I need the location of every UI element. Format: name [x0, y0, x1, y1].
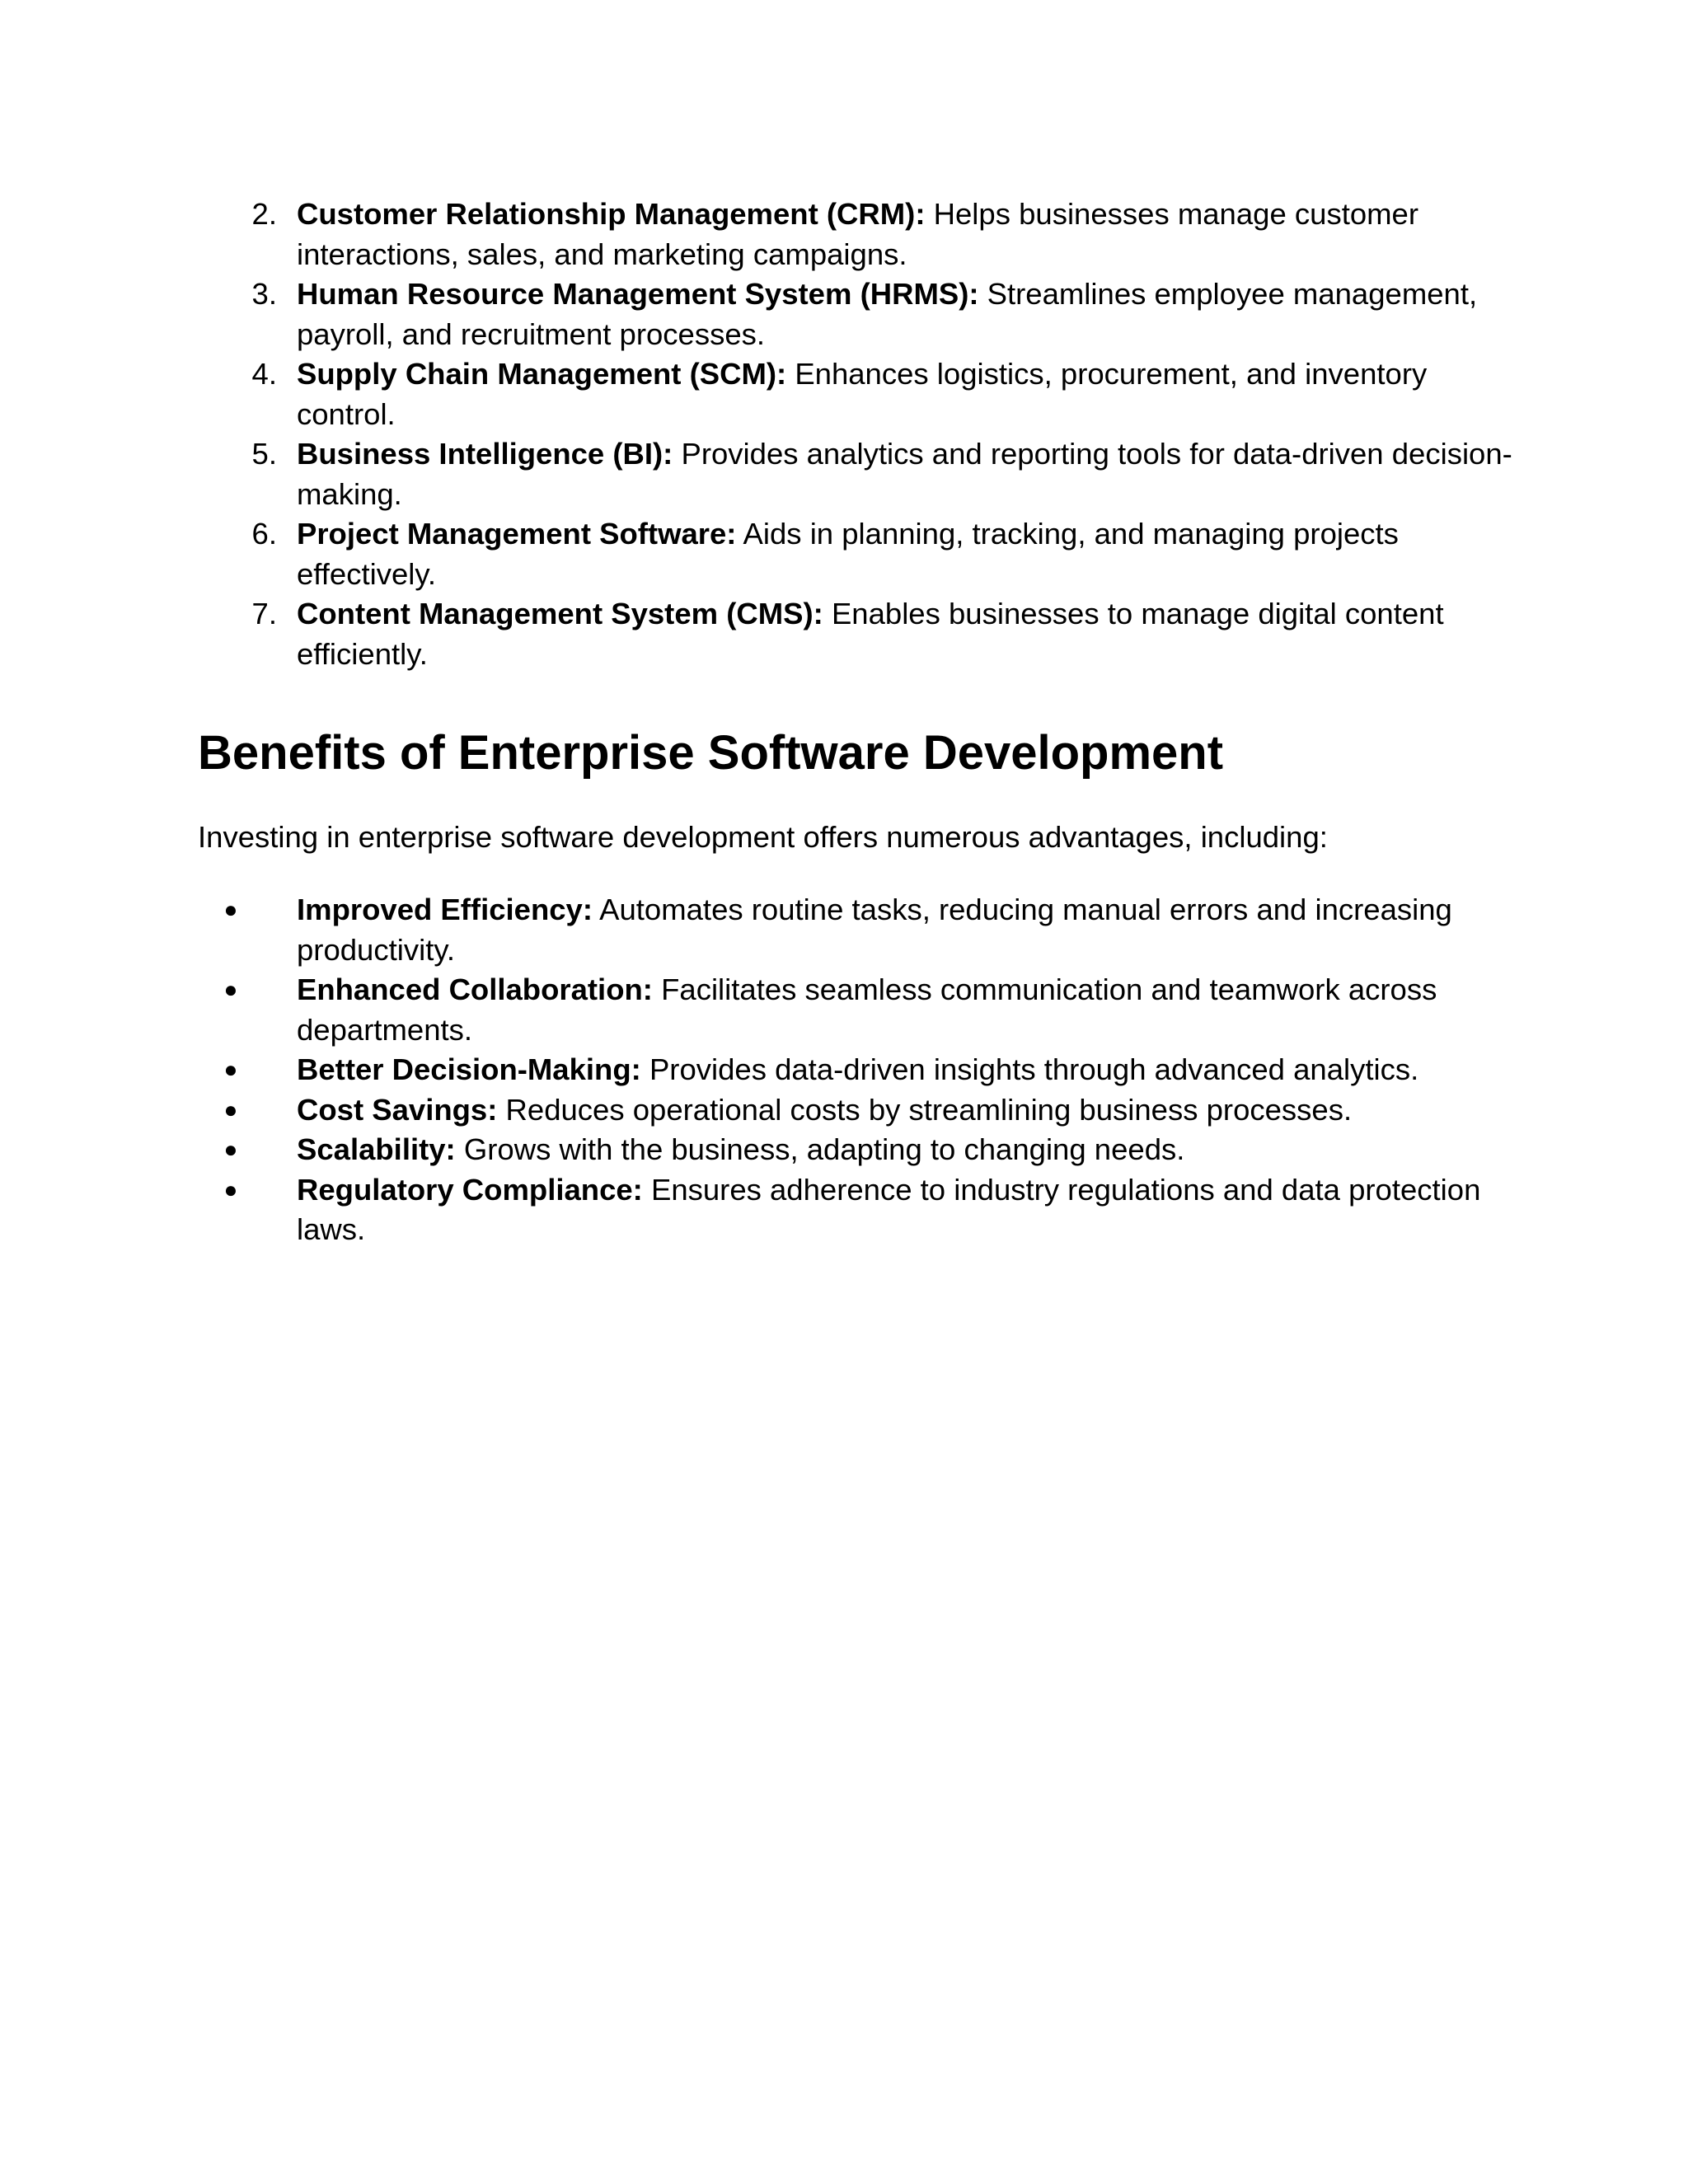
item-description: Ensures adherence to industry regulations and data protection laws.	[297, 1172, 1481, 1246]
bullet-icon: ●	[223, 1137, 238, 1162]
item-description: Grows with the business, adapting to changing needs.	[455, 1132, 1185, 1166]
item-description: Aids in planning, tracking, and managing projects effectively.	[297, 517, 1399, 591]
list-number: 3.	[251, 277, 277, 311]
item-description: Reduces operational costs by streamlining business processes.	[497, 1092, 1353, 1127]
list-item	[198, 354, 1533, 434]
item-term: Business Intelligence (BI):	[297, 437, 673, 471]
bullet-icon: ●	[223, 1176, 238, 1202]
list-item	[198, 970, 1533, 1050]
list-item	[198, 594, 1533, 674]
item-description: Helps businesses manage customer interactions, sales, and marketing campaigns.	[297, 197, 1418, 271]
list-item	[198, 434, 1533, 514]
benefits-list	[198, 890, 1533, 1250]
list-number: 7.	[251, 597, 277, 630]
bullet-icon: ●	[223, 1057, 238, 1082]
item-description: Provides analytics and reporting tools for data-driven decision-making.	[297, 437, 1512, 511]
item-description: Streamlines employee management, payroll, and recruitment processes.	[297, 277, 1478, 351]
item-term: Customer Relationship Management (CRM):	[297, 197, 926, 231]
list-item	[198, 194, 1533, 274]
item-term: Project Management Software:	[297, 517, 737, 551]
item-description: Facilitates seamless communication and teamwork across departments.	[297, 972, 1437, 1047]
list-item	[198, 514, 1533, 594]
list-item	[198, 274, 1533, 354]
list-item	[198, 1090, 1533, 1131]
section-intro: Investing in enterprise software development offers numerous advantages, including:	[198, 820, 1328, 854]
item-description: Provides data-driven insights through advanced analytics.	[640, 1052, 1419, 1086]
item-description: Enhances logistics, procurement, and inventory control.	[297, 357, 1428, 431]
item-description: Enables businesses to manage digital content efficiently.	[297, 597, 1444, 671]
item-term: Enhanced Collaboration:	[297, 972, 653, 1006]
list-item	[198, 1170, 1533, 1250]
item-term: Improved Efficiency:	[297, 893, 593, 926]
list-item	[198, 1130, 1533, 1170]
item-term: Regulatory Compliance:	[297, 1172, 643, 1207]
item-description: Automates routine tasks, reducing manual errors and increasing productivity.	[297, 893, 1452, 967]
item-term: Scalability:	[297, 1132, 456, 1166]
section-heading: Benefits of Enterprise Software Development	[198, 726, 1224, 780]
list-item	[198, 890, 1533, 970]
list-number: 2.	[251, 197, 277, 231]
bullet-icon: ●	[223, 977, 238, 1002]
item-term: Cost Savings:	[297, 1092, 498, 1127]
item-term: Human Resource Management System (HRMS):	[297, 277, 979, 311]
item-term: Content Management System (CMS):	[297, 597, 823, 630]
bullet-icon: ●	[223, 897, 238, 922]
item-term: Supply Chain Management (SCM):	[297, 357, 787, 391]
list-number: 4.	[251, 357, 277, 391]
list-item	[198, 1050, 1533, 1090]
item-term: Better Decision-Making:	[297, 1052, 641, 1086]
software-types-list	[198, 194, 1533, 674]
bullet-icon: ●	[223, 1096, 238, 1122]
list-number: 5.	[251, 437, 277, 471]
list-number: 6.	[251, 517, 277, 551]
